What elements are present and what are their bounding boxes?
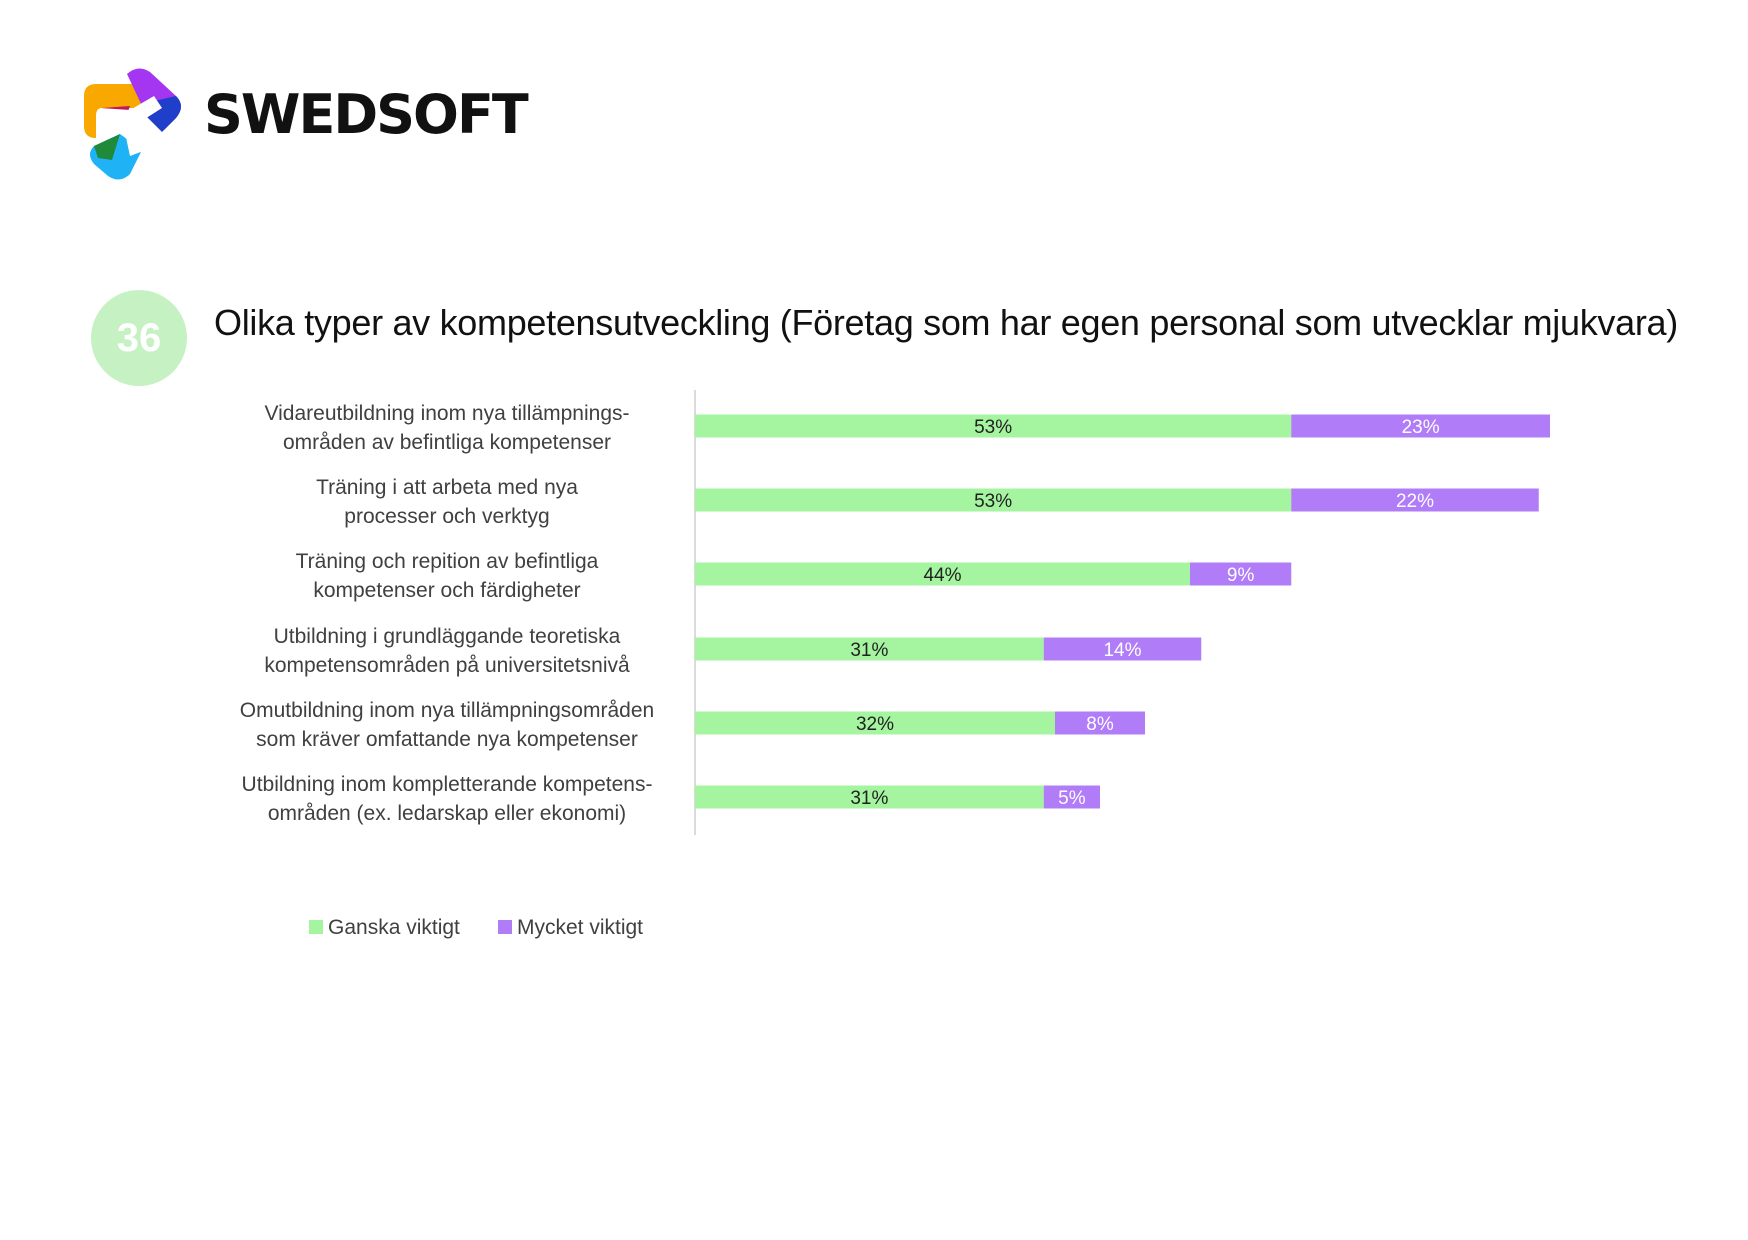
- category-label-line: processer och verktyg: [344, 505, 550, 528]
- legend: [309, 916, 643, 939]
- data-label: 53%: [974, 491, 1013, 512]
- data-label: 23%: [1401, 417, 1440, 438]
- category-label: [316, 476, 578, 528]
- data-label: 31%: [850, 788, 889, 809]
- chart-title: Olika typer av kompetensutveckling (Företag som har egen personal som utvecklar mjukvara): [214, 302, 1678, 343]
- category-label-line: kompetenser och färdigheter: [313, 579, 581, 602]
- legend-label: Ganska viktigt: [328, 916, 460, 939]
- category-label-line: kompetensområden på universitetsnivå: [264, 654, 630, 677]
- category-label-line: områden av befintliga kompetenser: [282, 431, 612, 454]
- category-label-line: Utbildning i grundläggande teoretiska: [273, 625, 621, 648]
- category-labels: [240, 402, 654, 825]
- category-label-line: områden (ex. ledarskap eller ekonomi): [267, 802, 627, 825]
- category-label-line: som kräver omfattande nya kompetenser: [256, 728, 638, 751]
- legend-swatch: [309, 920, 323, 934]
- bars: [695, 415, 1550, 810]
- legend-swatch: [498, 920, 512, 934]
- category-label-line: Utbildning inom kompletterande kompetens-: [241, 773, 653, 796]
- category-label: [296, 550, 599, 602]
- category-label-line: Omutbildning inom nya tillämpningsområden: [239, 699, 655, 722]
- data-label: 8%: [1086, 714, 1114, 735]
- brand-wordmark: SWEDSOFT: [204, 83, 527, 146]
- category-label: [265, 402, 630, 454]
- category-label: [242, 773, 653, 825]
- data-label: 9%: [1226, 565, 1255, 586]
- category-label-line: Vidareutbildning inom nya tillämpnings-: [264, 402, 630, 425]
- data-label: 31%: [850, 640, 889, 661]
- data-label: 14%: [1103, 640, 1142, 661]
- category-label: [240, 699, 654, 751]
- category-label-line: Träning i att arbeta med nya: [316, 476, 578, 499]
- data-label: 32%: [855, 714, 895, 735]
- legend-label: Mycket viktigt: [517, 916, 644, 939]
- data-label: 22%: [1395, 491, 1435, 512]
- figure-number-badge: 36: [91, 290, 187, 386]
- category-label-line: Träning och repition av befintliga: [295, 550, 599, 573]
- data-label: 44%: [923, 565, 962, 586]
- data-label: 53%: [974, 417, 1013, 438]
- data-label: 5%: [1058, 788, 1086, 809]
- category-label: [264, 625, 630, 677]
